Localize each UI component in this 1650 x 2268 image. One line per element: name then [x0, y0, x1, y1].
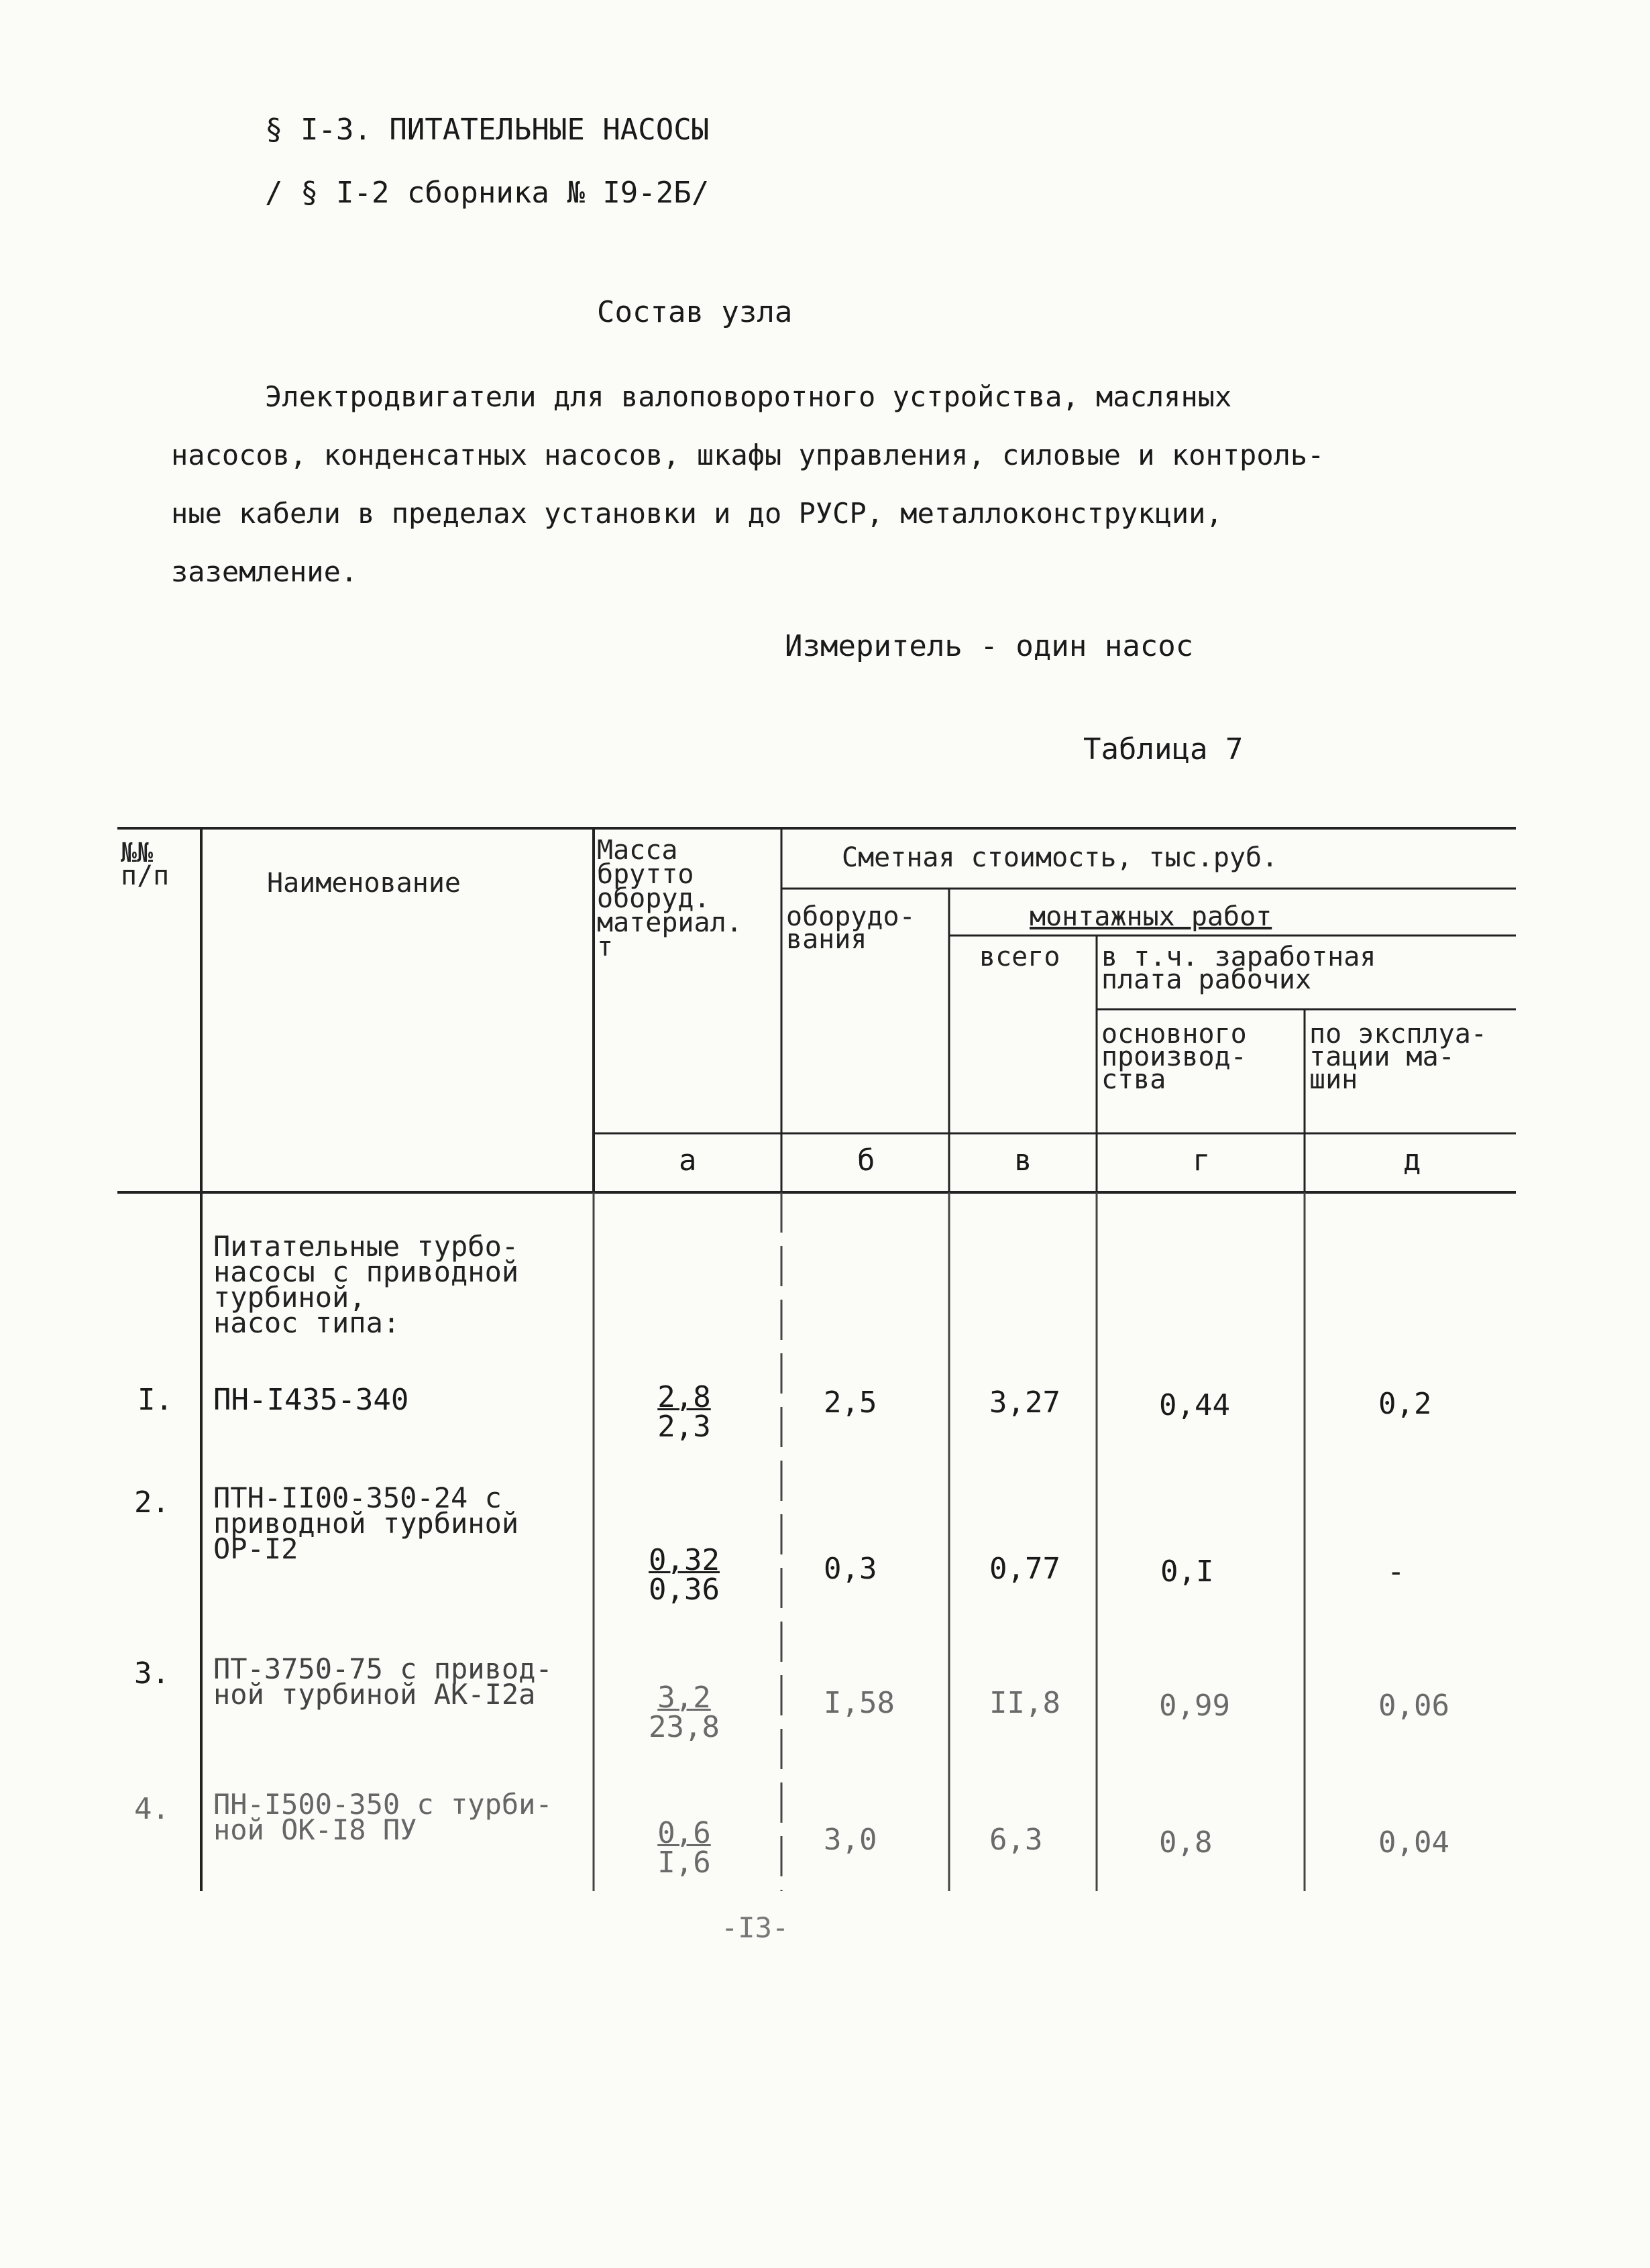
row-number: 4. — [134, 1792, 170, 1826]
section-reference: / § I-2 сборника № I9-2Б/ — [265, 176, 710, 210]
machine-operation-wage: 0,2 — [1378, 1387, 1432, 1421]
row-name: ПТ-3750-75 с привод- ной турбиной АК-I2а — [213, 1652, 553, 1711]
header-main-production: основного производ- ства — [1101, 1019, 1247, 1095]
header-machine-operation: по эксплуа- тации ма- шин — [1309, 1019, 1487, 1095]
install-total: 0,77 — [989, 1552, 1060, 1586]
mass-fraction — [644, 1380, 724, 1444]
mass-fraction — [644, 1816, 724, 1880]
mass-equipment: 0,6 — [657, 1816, 711, 1850]
main-production-wage: 0,44 — [1159, 1388, 1230, 1422]
section-title: § I-3. ПИТАТЕЛЬНЫЕ НАСОСЫ — [265, 113, 710, 147]
main-production-wage: 0,I — [1160, 1554, 1214, 1589]
equipment-cost: I,58 — [824, 1686, 895, 1720]
mass-equipment: 2,8 — [657, 1380, 711, 1414]
mass-fraction — [644, 1683, 724, 1742]
install-total: 6,3 — [989, 1823, 1043, 1857]
machine-operation-wage: 0,04 — [1378, 1825, 1449, 1860]
header-equipment: оборудо- вания — [786, 901, 916, 955]
row-name: ПТН-II00-350-24 с приводной турбиной ОР-I2 — [213, 1481, 519, 1565]
mass-material: 2,3 — [657, 1410, 711, 1444]
composition-line: насосов, конденсатных насосов, шкафы управления, силовые и контроль- — [171, 439, 1325, 471]
row-number: 3. — [134, 1656, 170, 1691]
equipment-cost: 2,5 — [824, 1385, 877, 1420]
install-total: II,8 — [989, 1686, 1060, 1720]
composition-line: Электродвигатели для валоповоротного устройства, масляных — [265, 380, 1232, 413]
composition-title: Состав узла — [597, 295, 793, 329]
composition-line: заземление. — [171, 555, 358, 588]
header-install-group: монтажных работ — [1030, 901, 1272, 932]
mass-equipment: 0,32 — [649, 1543, 720, 1577]
main-production-wage: 0,99 — [1159, 1689, 1230, 1723]
table-label: Таблица 7 — [1083, 732, 1244, 767]
header-wages-group: в т.ч. заработная плата рабочих — [1101, 942, 1376, 995]
column-letter: д — [1403, 1143, 1421, 1178]
row-number: I. — [138, 1383, 173, 1417]
composition-line: ные кабели в пределах установки и до РУСР, металлоконструкции, — [171, 497, 1223, 530]
column-letter: б — [857, 1143, 875, 1178]
row-number: 2. — [134, 1485, 170, 1520]
main-production-wage: 0,8 — [1159, 1825, 1213, 1860]
mass-fraction — [644, 1543, 724, 1607]
machine-operation-wage: 0,06 — [1378, 1689, 1449, 1723]
header-num: №№ п/п — [121, 838, 170, 891]
mass-material: I,6 — [657, 1846, 711, 1880]
mass-material: 0,36 — [649, 1573, 720, 1607]
page-number: -I3- — [721, 1911, 789, 1944]
measure-unit: Измеритель - один насос — [785, 629, 1194, 663]
column-letter: г — [1193, 1143, 1211, 1178]
column-letter: а — [679, 1143, 697, 1178]
mass-equipment: 3,2 — [657, 1681, 711, 1715]
row-name: ПН-I435-340 — [213, 1383, 409, 1417]
install-total: 3,27 — [989, 1385, 1060, 1420]
mass-material: 23,8 — [649, 1710, 720, 1744]
row-name: ПН-I500-350 с турби- ной ОК-I8 ПУ — [213, 1788, 553, 1846]
equipment-cost: 0,3 — [824, 1552, 877, 1586]
header-cost-group: Сметная стоимость, тыс.руб. — [842, 842, 1278, 873]
group-title: Питательные турбо- насосы с приводной турбиной, насос типа: — [213, 1230, 519, 1339]
machine-operation-wage: - — [1387, 1554, 1405, 1589]
header-name: Наименование — [267, 868, 461, 899]
header-mass: Масса брутто оборуд. материал. т — [597, 835, 742, 962]
column-letter: в — [1014, 1143, 1032, 1178]
header-total: всего — [979, 942, 1060, 972]
equipment-cost: 3,0 — [824, 1823, 877, 1857]
